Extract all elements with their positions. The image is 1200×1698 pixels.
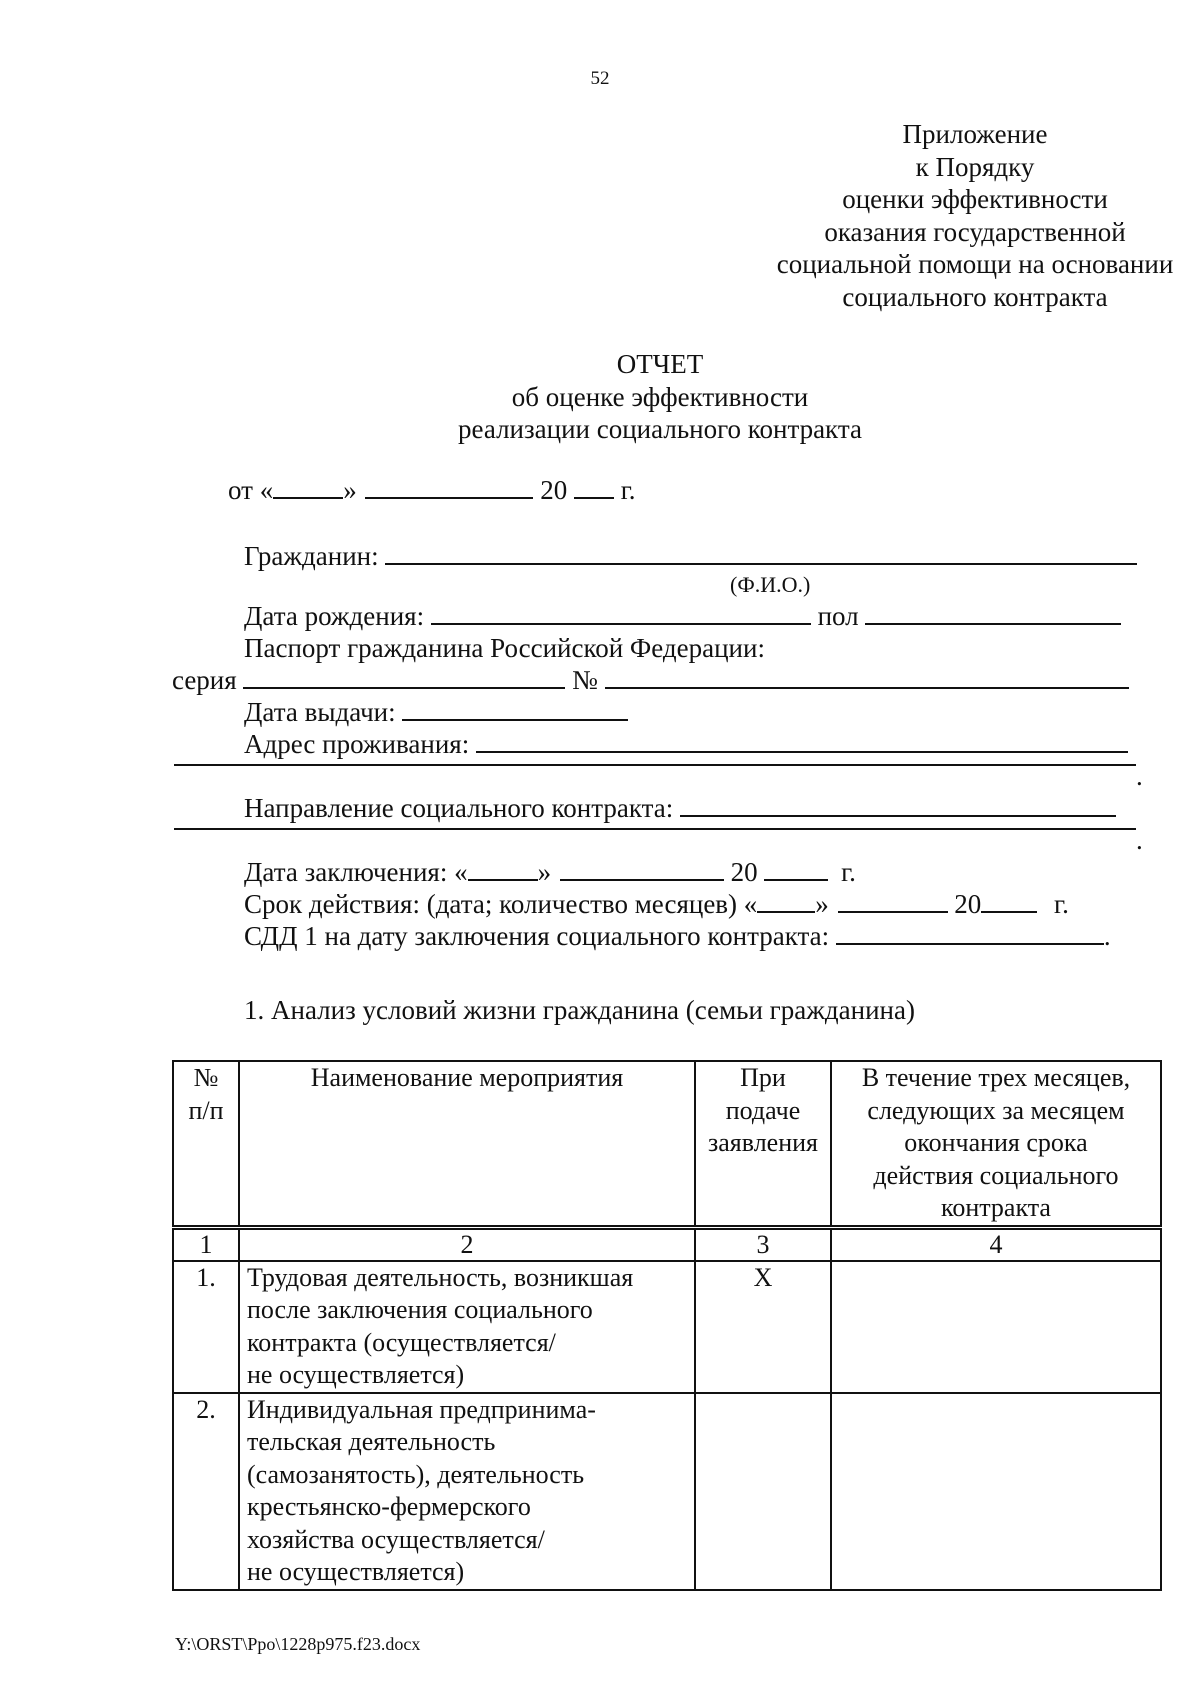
appendix-line: социальной помощи на основании [776,249,1174,279]
issue-date-blank[interactable] [402,697,628,721]
conclusion-label: Дата заключения: « [244,857,468,887]
row-number: 2. [173,1393,239,1590]
passport-label: Паспорт гражданина Российской Федерации: [244,633,765,663]
table-header-row [173,1061,1161,1227]
table-row [173,1393,1161,1590]
conclusion-day-blank[interactable] [468,857,538,881]
passport-series-line [172,664,1129,696]
header-line: следующих за месяцем [867,1095,1125,1125]
term-month-blank[interactable] [838,889,948,913]
name-line: после заключения социального [247,1295,593,1324]
month-blank[interactable] [365,475,533,499]
header-line: подаче [725,1095,801,1125]
passport-number-blank[interactable] [605,665,1129,689]
sex-blank[interactable] [865,601,1121,625]
term-line [244,888,1069,920]
direction-blank[interactable] [680,793,1116,817]
sdd-label: СДД 1 на дату заключения социального контракта: [244,921,830,951]
name-line: не осуществляется) [247,1557,465,1586]
row-number: 1. [173,1261,239,1393]
address-label: Адрес проживания: [244,729,470,759]
title-line: об оценке эффективности [511,381,809,412]
row-after-three-months-cell[interactable] [831,1393,1161,1590]
citizen-label: Гражданин: [244,541,379,571]
day-blank[interactable] [273,475,343,499]
header-line: окончания срока [904,1128,1088,1157]
address-blank[interactable] [476,729,1128,753]
fio-caption: (Ф.И.О.) [730,572,811,597]
number-label: № [572,665,598,695]
header-event-name [239,1061,695,1227]
report-date-line [228,474,635,506]
header-line: п/п [188,1095,224,1125]
issue-date-line [244,696,628,728]
column-number: 3 [695,1227,831,1261]
table-row [173,1261,1161,1393]
appendix-line: Приложение [902,119,1048,149]
name-line: крестьянско-фермерского [247,1492,531,1521]
column-number-row [173,1227,1161,1261]
term-year-blank[interactable] [981,889,1037,913]
term-quote: » [815,889,829,919]
citizen-fio-blank[interactable] [385,541,1137,565]
date-from-label: от « [228,475,274,505]
header-line: действия социального [873,1160,1119,1190]
column-number: 4 [831,1227,1161,1261]
header-line: В течение трех месяцев, [861,1063,1131,1092]
year-suffix: г. [620,475,636,505]
conclusion-year-suffix: г. [841,857,856,887]
living-conditions-table [172,1060,1162,1591]
appendix-line: социального контракта [842,281,1108,312]
report-title [350,348,970,446]
page-number: 52 [590,68,610,89]
address-continuation-blank[interactable] [174,764,1136,766]
appendix-heading [700,118,1200,313]
date-quote: » [343,475,357,505]
header-line: Наименование мероприятия [310,1063,624,1092]
title-line: реализации социального контракта [458,414,862,444]
name-line: Индивидуальная предпринима- [247,1394,596,1424]
conclusion-date-line [244,856,856,888]
name-line: Трудовая деятельность, возникшая [247,1262,634,1292]
column-number: 1 [173,1227,239,1261]
row-event-name [239,1393,695,1590]
direction-line [244,792,1116,824]
conclusion-year-prefix: 20 [730,857,758,887]
citizen-line [244,540,1137,572]
term-year-suffix: г. [1054,889,1069,919]
row-after-three-months-cell[interactable] [831,1261,1161,1393]
direction-end-dot: . [1136,825,1143,855]
header-line: заявления [707,1128,818,1157]
birth-line [244,600,1121,632]
appendix-line: к Порядку [915,151,1035,182]
address-end-dot: . [1136,761,1143,791]
name-line: (самозанятость), деятельность [247,1459,585,1489]
conclusion-quote: » [537,857,552,887]
address-line [244,728,1128,760]
name-line: тельская деятельность [247,1427,496,1456]
term-day-blank[interactable] [757,889,815,913]
sdd-end-dot: . [1103,921,1111,951]
column-number: 2 [239,1227,695,1261]
year-prefix: 20 [540,475,568,505]
section-title: 1. Анализ условий жизни гражданина (семьи гражданина) [244,995,915,1025]
series-blank[interactable] [243,665,565,689]
sex-label: пол [817,601,859,631]
year-blank[interactable] [574,475,614,499]
conclusion-year-blank[interactable] [764,857,828,881]
sdd-line [244,920,1111,952]
header-at-application [695,1061,831,1227]
row-event-name [239,1261,695,1393]
issue-label: Дата выдачи: [244,697,396,727]
name-line: хозяйства осуществляется/ [247,1524,545,1554]
appendix-line: оказания государственной [824,216,1126,247]
header-line: контракта [941,1193,1051,1222]
birth-date-blank[interactable] [431,601,811,625]
appendix-line: оценки эффективности [842,184,1108,214]
file-path-footer: Y:\ORST\Ppo\1228p975.f23.docx [175,1634,421,1654]
row-at-application-cell[interactable] [695,1393,831,1590]
row-at-application-cell[interactable]: Х [695,1261,831,1393]
name-line: не осуществляется) [247,1360,465,1389]
header-line: При [740,1063,786,1092]
header-line: № [193,1063,219,1092]
name-line: контракта (осуществляется/ [247,1327,556,1357]
sdd-blank[interactable] [836,921,1104,945]
conclusion-month-blank[interactable] [560,857,724,881]
direction-continuation-blank[interactable] [174,828,1136,830]
direction-label: Направление социального контракта: [244,793,674,823]
header-after-three-months [831,1061,1161,1227]
title-line: ОТЧЕТ [616,349,704,379]
series-label: серия [172,665,237,695]
term-label: Срок действия: (дата; количество месяцев) « [244,889,758,919]
header-number [173,1061,239,1227]
term-year-prefix: 20 [954,889,982,919]
birth-label: Дата рождения: [244,601,425,631]
